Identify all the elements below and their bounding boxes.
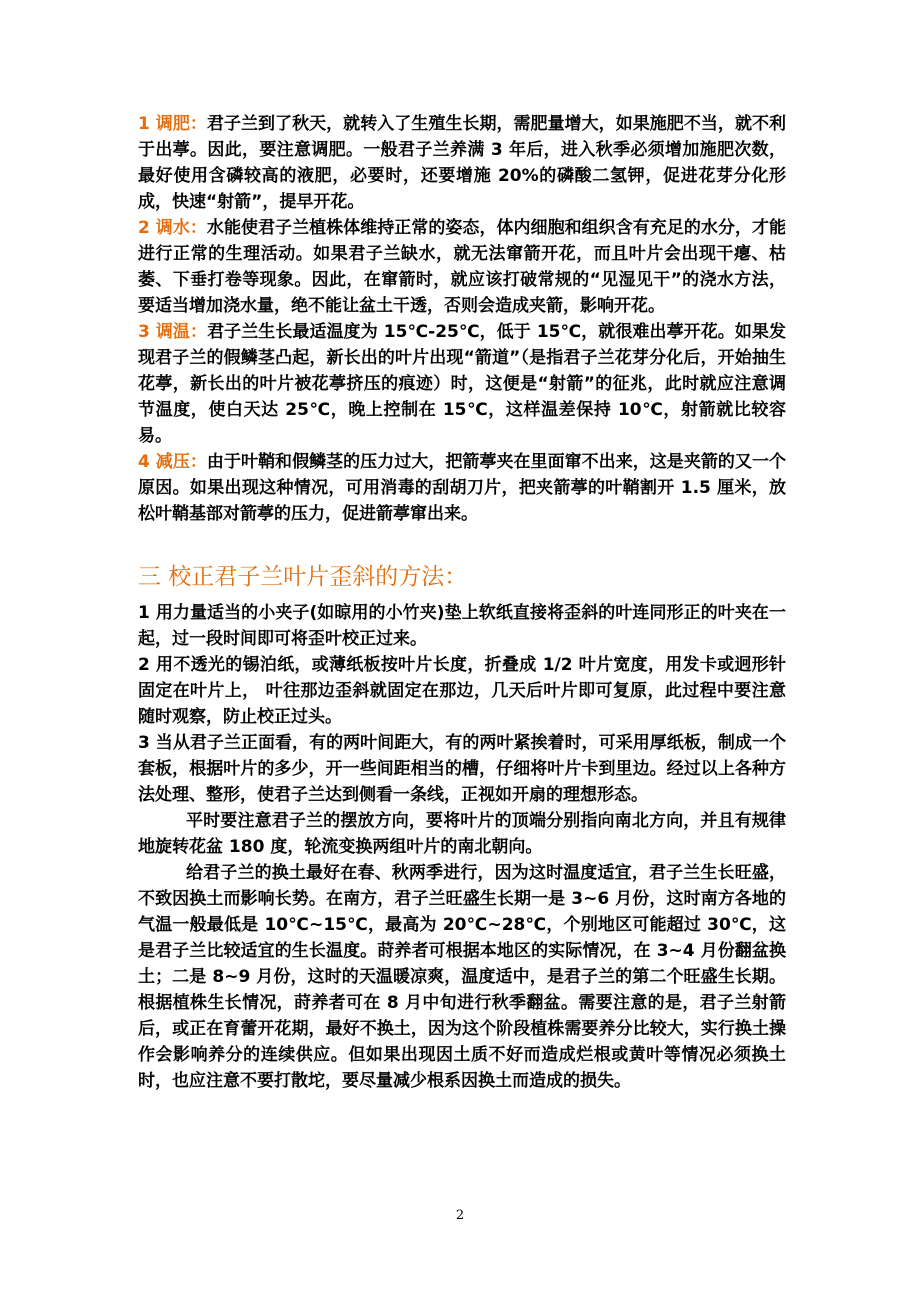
section-three-heading: 三 校正君子兰叶片歪斜的方法： xyxy=(138,564,468,590)
item-text: 君子兰生长最适温度为 15℃-25℃，低于 15℃，就很难出葶开花。如果发现君子兰的假鳞茎凸起，新长出的叶片出现“箭道”（是指君子兰花芽分化后，开始抽生花葶，新长出的叶片被花葶挤压的痕迹）时，这便是“射箭”的征兆，此时就应注意调节温度，使白天达 25℃，晚上控制在 15℃，这样温差保持 10℃，射箭就比较容易。 xyxy=(138,322,787,446)
section-three-item-3: 3 当从君子兰正面看，有的两叶间距大，有的两叶紧挨着时，可采用厚纸板，制成一个套板，根据叶片的多少，开一些间距相当的槽，仔细将叶片卡到里边。经过以上各种方法处理、整形，使君子兰达到侧看一条线，正视如开扇的理想形态。 xyxy=(138,733,786,805)
item-number: 1 xyxy=(138,114,150,134)
item-term: 调水： xyxy=(155,218,207,238)
section-three-item-1: 1 用力量适当的小夹子(如晾用的小竹夹)垫上软纸直接将歪斜的叶连同形正的叶夹在一起，过一段时间即可将歪叶校正过来。 xyxy=(138,603,786,649)
body-paragraph-repotting: 给君子兰的换土最好在春、秋两季进行，因为这时温度适宜，君子兰生长旺盛，不致因换土而影响长势。在南方，君子兰旺盛生长期一是 3~6 月份，这时南方各地的气温一般最低是 10℃~15℃，最高为 20℃~28℃，个别地区可能超过 30℃，这是君子兰比较适宜的生长温度。莳养者可根据本地区的实际情况，在 3~4 月份翻盆换土；二是 8~9 月份，这时的天温暖凉爽，温度适中，是君子兰的第二个旺盛生长期。根据植株生长情况，莳养者可在 8 月中旬进行秋季翻盆。需要注意的是，君子兰射箭后，或正在育蕾开花期，最好不换土，因为这个阶段植株需要养分比较大，实行换土操作会影响养分的连续供应。但如果出现因土质不好而造成烂根或黄叶等情况必须换土时，也应注意不要打散坨，要尽量减少根系因换土而造成的损失。 xyxy=(138,863,786,1091)
section-two-item-1 xyxy=(138,111,786,215)
item-number: 3 xyxy=(138,322,150,342)
item-number: 2 xyxy=(138,218,150,238)
item-text: 水能使君子兰植株体维持正常的姿态，体内细胞和组织含有充足的水分，才能进行正常的生理活动。如果君子兰缺水，就无法窜箭开花，而且叶片会出现干瘪、枯萎、下垂打卷等现象。因此，在窜箭时，就应该打破常规的“见湿见干”的浇水方法，要适当增加浇水量，绝不能让盆土干透，否则会造成夹箭，影响开花。 xyxy=(138,218,787,316)
section-three-item-2: 2 用不透光的锡泊纸，或薄纸板按叶片长度，折叠成 1/2 叶片宽度，用发卡或迥形针固定在叶片上， 叶往那边歪斜就固定在那边，几天后叶片即可复原，此过程中要注意随时观察，防止校正过头。 xyxy=(138,655,786,727)
item-text: 由于叶鞘和假鳞茎的压力过大，把箭葶夹在里面窜不出来，这是夹箭的又一个原因。如果出现这种情况，可用消毒的刮胡刀片，把夹箭葶的叶鞘割开 1.5 厘米，放松叶鞘基部对箭葶的压力，促进箭葶窜出来。 xyxy=(138,452,787,524)
item-term: 调温： xyxy=(155,322,208,342)
body-paragraph-orientation: 平时要注意君子兰的摆放方向，要将叶片的顶端分别指向南北方向，并且有规律地旋转花盆 180 度，轮流变换两组叶片的南北朝向。 xyxy=(138,811,786,857)
section-two-item-3 xyxy=(138,319,786,449)
section-two-item-2 xyxy=(138,215,786,319)
page-content xyxy=(138,111,786,1094)
item-term: 减压： xyxy=(155,452,207,472)
item-text: 君子兰到了秋天，就转入了生殖生长期，需肥量增大，如果施肥不当，就不利于出葶。因此，要注意调肥。一般君子兰养满 3 年后，进入秋季必须增加施肥次数，最好使用含磷较高的液肥，必要时，还要增施 20%的磷酸二氢钾，促进花芽分化形成，快速“射箭”，提早开花。 xyxy=(138,114,787,212)
page-number: 2 xyxy=(455,1208,465,1223)
item-term: 调肥： xyxy=(155,114,207,134)
item-number: 4 xyxy=(138,452,150,472)
section-two-item-4 xyxy=(138,449,786,527)
